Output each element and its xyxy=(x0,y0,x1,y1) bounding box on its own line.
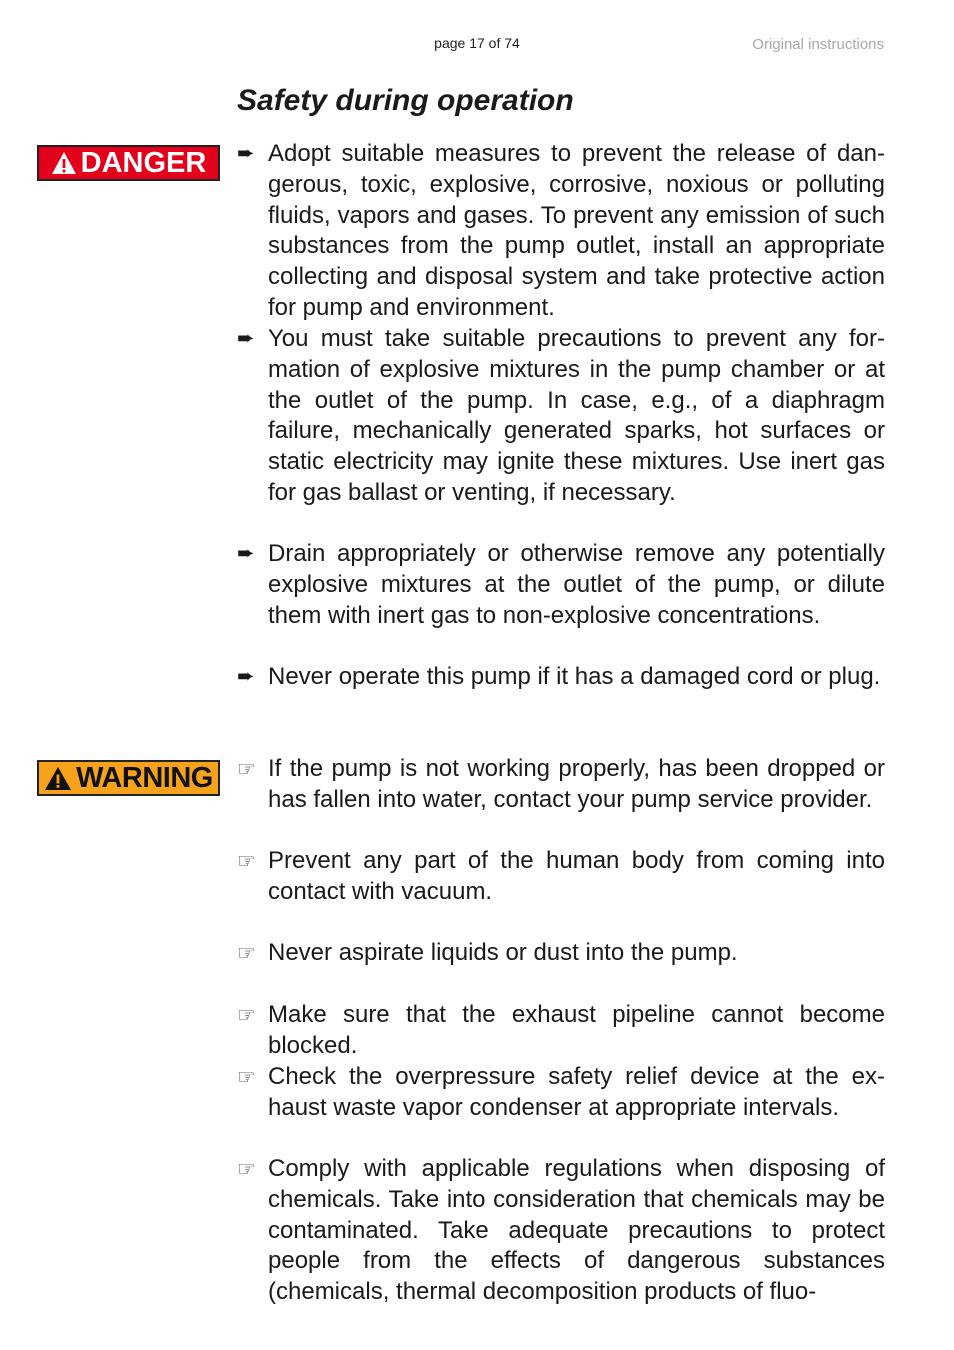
warning-label xyxy=(37,760,220,796)
instruction-text: Adopt suitable measures to prevent the release of dangerous, toxic, explosive, corrosive, noxious or polluting fluids, vapors and gases. To prevent any emission of such substances from the pump outlet, install an appropriate collecting and disposal system and take protective action for pump and environment. xyxy=(268,140,885,321)
document-type: Original instructions xyxy=(752,36,884,53)
list-item xyxy=(237,1062,885,1124)
page-number: page 17 of 74 xyxy=(434,35,520,51)
pointing-hand-icon: ☞ xyxy=(237,757,256,781)
instruction-text: Check the overpressure safety relief device at the exhaust waste vapor condenser at appropriate intervals. xyxy=(268,1063,885,1121)
danger-label-text: DANGER xyxy=(80,146,207,179)
arrow-right-icon: ➨ xyxy=(237,665,255,688)
list-item xyxy=(237,662,885,693)
pointing-hand-icon: ☞ xyxy=(237,1065,256,1089)
arrow-right-icon: ➨ xyxy=(237,142,255,165)
list-item xyxy=(237,539,885,631)
arrow-right-icon: ➨ xyxy=(237,542,255,565)
list-item xyxy=(237,324,885,509)
list-item xyxy=(237,938,885,969)
instruction-text: Prevent any part of the human body from coming into contact with vacuum. xyxy=(268,847,885,905)
instruction-text: You must take suitable precautions to prevent any formation of explosive mixtures in the pump chamber or at the outlet of the pump. In case, e.g., of a diaphragm failure, mechanically generated sparks, hot surfaces or static electricity may ignite these mixtures. Use inert gas for gas ballast or venting, if necessary. xyxy=(268,325,885,506)
instruction-text: If the pump is not working properly, has been dropped or has fallen into water, contact your pump service provider. xyxy=(268,755,885,813)
list-item xyxy=(237,754,885,816)
instruction-text: Never operate this pump if it has a damaged cord or plug. xyxy=(268,663,881,690)
warning-triangle-icon xyxy=(51,151,77,175)
instruction-text: Never aspirate liquids or dust into the pump. xyxy=(268,939,738,966)
pointing-hand-icon: ☞ xyxy=(237,1157,256,1181)
list-item xyxy=(237,846,885,908)
pointing-hand-icon: ☞ xyxy=(237,849,256,873)
warning-triangle-icon xyxy=(44,766,72,791)
instruction-text: Make sure that the exhaust pipeline cannot become blocked. xyxy=(268,1001,885,1059)
list-item xyxy=(237,1000,885,1062)
list-item xyxy=(237,139,885,324)
warning-label-text: WARNING xyxy=(76,761,213,794)
danger-label xyxy=(37,145,220,181)
section-title: Safety during operation xyxy=(237,84,574,117)
arrow-right-icon: ➨ xyxy=(237,327,255,350)
pointing-hand-icon: ☞ xyxy=(237,1003,256,1027)
instruction-text: Drain appropriately or otherwise remove any potentially explosive mixtures at the outlet of the pump, or dilute them with inert gas to non-explosive concentrations. xyxy=(268,540,885,629)
instruction-text: Comply with applicable regulations when disposing of chemicals. Take into consideration that chemicals may be contaminated. Take adequate precautions to protect people from the effects of dangerous substances (chemicals, thermal decomposition products of fluo- xyxy=(268,1155,885,1306)
list-item xyxy=(237,1154,885,1308)
pointing-hand-icon: ☞ xyxy=(237,941,256,965)
